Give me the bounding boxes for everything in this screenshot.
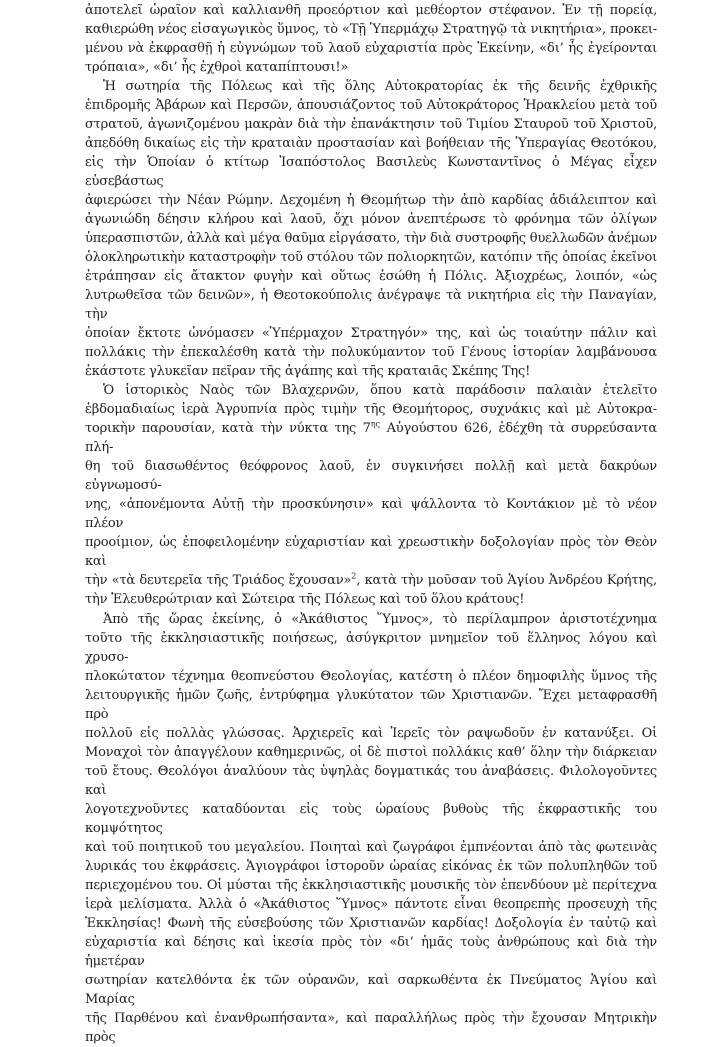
- text-line: θη τοῦ διασωθέντος θεόφρονος λαοῦ, ἐν συγκινήσει πολλῇ καὶ μετὰ δακρύων εὐγνωμοσύ-: [85, 459, 657, 494]
- text-line: καὶ τοῦ ποιητικοῦ του μεγαλείου. Ποιηταὶ καὶ ζωγράφοι ἐμπνέονται ἀπὸ τὰς φωτεινὰς: [85, 839, 657, 855]
- text-line: ἀγωνιώδη δέησιν κλήρου καὶ λαοῦ, ὄχι μόνον ἀνεπτέρωσε τὸ φρόνημα τῶν ὀλίγων: [85, 212, 657, 228]
- text-line: εὐχαριστία καὶ δέησις καὶ ἱκεσία πρὸς τὸν «δι’ ἡμᾶς τοὺς ἀνθρώπους καὶ διὰ τὴν ἡμετέραν: [85, 934, 657, 969]
- paragraph-4: [85, 610, 657, 1047]
- text-line: Ἐκκλησίας! Φωνὴ τῆς εὐσεβούσης τῶν Χριστιανῶν καρδίας! Δοξολογία ἐν ταὐτῷ καὶ: [85, 915, 657, 931]
- text-line: τὴν «τὰ δευτερεῖα τῆς Τριάδος ἔχουσαν»$^2$, κατὰ τὴν μοῦσαν τοῦ Ἁγίου Ἀνδρέου Κρήτης,: [85, 572, 657, 589]
- text-line: ὁποίαν ἔκτοτε ὠνόμασεν «Ὑπέρμαχον Στρατηγόν» της, καὶ ὡς τοιαύτην πάλιν καὶ: [85, 326, 657, 342]
- superscript: ης: [370, 420, 381, 430]
- text-line: σωτηρίαν κατελθόντα ἐκ τῶν οὐρανῶν, καὶ σαρκωθέντα ἐκ Πνεύματος Ἁγίου καὶ Μαρίας: [85, 972, 657, 1007]
- text-line: ὁλοκληρωτικὴν καταστροφὴν τοῦ στόλου τῶν πολιορκητῶν, κατόπιν τῆς ὁποίας ἐκεῖνοι: [85, 250, 657, 266]
- text-line: λειτουργικῆς ἡμῶν ζωῆς, ἐντρύφημα γλυκύτατον τῶν Χριστιανῶν. Ἔχει μεταφρασθῆ πρὸ: [85, 687, 657, 722]
- text-line: ἀπεδόθη δικαίως εἰς τὴν κραταιὰν προστασίαν καὶ βοήθειαν τῆς Ὑπεραγίας Θεοτόκου,: [85, 136, 657, 152]
- text-line: τρόπαια», «δι’ ἧς ἐχθροὶ καταπίπτουσι!»: [85, 60, 349, 76]
- text-line: στρατοῦ, ἀγωνιζομένου μακρὰν διὰ τὴν ἐπανάκτησιν τοῦ Τιμίου Σταυροῦ τοῦ Χριστοῦ,: [85, 117, 657, 133]
- text-line: τοῦτο τῆς ἐκκλησιαστικῆς ποιήσεως, ἀσύγκριτον μνημεῖον τοῦ ἕλληνος λόγου καὶ χρυσο-: [85, 630, 657, 665]
- paragraph-3: [85, 381, 657, 609]
- text-line: ἑκάστοτε γλυκεῖαν πεῖραν τῆς ἀγάπης καὶ τῆς κραταιᾶς Σκέπης Της!: [85, 364, 531, 380]
- text-line: ἑβδομαδιαίως ἱερὰ Ἀγρυπνία πρὸς τιμὴν τῆς Θεομήτορος, συχνάκις καὶ μὲ Αὐτοκρα-: [85, 402, 657, 418]
- text-line: Ἀπὸ τῆς ὥρας ἐκείνης, ὁ «Ἀκάθιστος Ὕμνος», τὸ περίλαμπρον ἀριστοτέχνημα: [103, 611, 657, 627]
- text-line: τῆς Παρθένου καὶ ἐνανθρωπήσαντα», καὶ παραλλήλως πρὸς τὴν ἔχουσαν Μητρικὴν πρὸς: [85, 1010, 657, 1045]
- text-line: λογοτεχνοῦντες καταδύονται εἰς τοὺς ὡραίους βυθοὺς τῆς ἐκφραστικῆς του κομψότητος: [85, 801, 657, 836]
- text-line: τορικὴν παρουσίαν, κατὰ τὴν νύκτα της $7^{\eta\varsigma}$ Αὐγούστου 626, ἐδέχθη τὰ συρρεύσαντα πλή-: [85, 420, 657, 456]
- text-line: νης, «ἀπονέμοντα Αὐτῇ τὴν προσκύνησιν» καὶ ψάλλοντα τὸ Κοντάκιον μὲ τὸ νέον πλέον: [85, 497, 657, 532]
- text-line: καθιερώθη νέος εἰσαγωγικὸς ὕμνος, τὸ «Τῇ Ὑπερμάχῳ Στρατηγῷ τὰ νικητήρια», προκει-: [85, 22, 657, 38]
- text-line: προοίμιον, ὡς ἐποφειλομένην εὐχαριστίαν καὶ χρεωστικὴν δοξολογίαν πρὸς τὸν Θεὸν καὶ: [85, 535, 657, 570]
- text-line: ἐτράπησαν εἰς ἄτακτον φυγὴν καὶ οὕτως ἐσώθη ἡ Πόλις. Ἀξιοχρέως, λοιπόν, «ὡς: [85, 269, 657, 285]
- text-line: τὴν Ἐλευθερώτριαν καὶ Σώτειρα τῆς Πόλεως καὶ τοῦ ὅλου κράτους!: [85, 592, 525, 608]
- text-line: πλοκώτατον τέχνημα θεοπνεύστου Θεολογίας, κατέστη ὁ πλέον δημοφιλὴς ὕμνος τῆς: [85, 668, 657, 684]
- text-line: ἱερὰ μελίσματα. Ἀλλὰ ὁ «Ἀκάθιστος Ὕμνος» πάντοτε εἶναι θεοπρεπὴς προσευχὴ τῆς: [85, 896, 657, 912]
- text-line: λυρικάς του ἐκφράσεις. Ἁγιογράφοι ἱστοροῦν ὡραίας εἰκόνας ἐκ τῶν πολυπληθῶν τοῦ: [85, 858, 657, 874]
- text-line: Ὁ ἱστορικὸς Ναὸς τῶν Βλαχερνῶν, ὅπου κατὰ παράδοσιν παλαιὰν ἐτελεῖτο: [103, 383, 657, 399]
- text-line: Μοναχοὶ τὸν ἀπαγγέλουν καθημερινῶς, οἱ δὲ πιστοὶ πολλάκις καθ’ ὅλην τὴν διάρκειαν: [85, 744, 657, 760]
- document-text-block: [85, 1, 657, 1047]
- text-line: ἀφιερώσει τὴν Νέαν Ρώμην. Δεχομένη ἡ Θεομήτωρ τὴν ἀπὸ καρδίας ἀδιάλειπτον καὶ: [85, 193, 657, 209]
- text-line: ὑπερασπιστῶν, ἀλλὰ καὶ μέγα θαῦμα εἰργάσατο, τὴν διὰ συστροφῆς θυελλωδῶν ἀνέμων: [85, 231, 657, 247]
- text-line: ἀποτελεῖ ὡραῖον καὶ καλλιανθῆ προεόρτιον καὶ μεθέορτον στέφανον. Ἐν τῇ πορείᾳ,: [85, 3, 657, 18]
- text-line: Ἡ σωτηρία τῆς Πόλεως καὶ τῆς ὅλης Αὐτοκρατορίας ἐκ τῆς δεινῆς ἐχθρικῆς: [103, 79, 657, 95]
- text-line: εἰς τὴν Ὁποίαν ὁ κτίτωρ Ἰσαπόστολος Βασιλεὺς Κωνσταντῖνος ὁ Μέγας εἶχεν εὐσεβάστως: [85, 155, 657, 190]
- text-line: λυτρωθεῖσα τῶν δεινῶν», ἡ Θεοτοκούπολις ἀνέγραψε τὰ νικητήρια εἰς τὴν Παναγίαν, τὴν: [85, 288, 657, 323]
- text-line: μένου νὰ ἐκφρασθῇ ἡ εὐγνώμων τοῦ λαοῦ εὐχαριστία πρὸς Ἐκείνην, «δι’ ἧς ἐγείρονται: [85, 41, 657, 57]
- text-line: τοῦ ἔτους. Θεολόγοι ἀναλύουν τὰς ὑψηλὰς δογματικάς του ἀναβάσεις. Φιλολογοῦντες καὶ: [85, 763, 657, 798]
- text-line: ἐπιδρομῆς Ἀβάρων καὶ Περσῶν, ἀπουσιάζοντος τοῦ Αὐτοκράτορος Ἡρακλείου μετὰ τοῦ: [85, 98, 657, 114]
- text-line: πολλοῦ εἰς πολλὰς γλώσσας. Ἀρχιερεῖς καὶ Ἱερεῖς τὸν ραψωδοῦν ἐν κατανύξει. Οἱ: [85, 725, 657, 741]
- paragraph-2: [85, 77, 657, 381]
- text-line: περιεχομένου του. Οἱ μύσται τῆς ἐκκλησιαστικῆς μουσικῆς τὸν ἐπενδύουν μὲ περίτεχνα: [85, 877, 657, 893]
- text-line: πολλάκις τὴν ἐπεκαλέσθη κατὰ τὴν πολυκύμαντον τοῦ Γένους ἱστορίαν λαμβάνουσα: [85, 345, 657, 361]
- superscript: 2: [351, 572, 357, 582]
- paragraph-1: [85, 1, 657, 77]
